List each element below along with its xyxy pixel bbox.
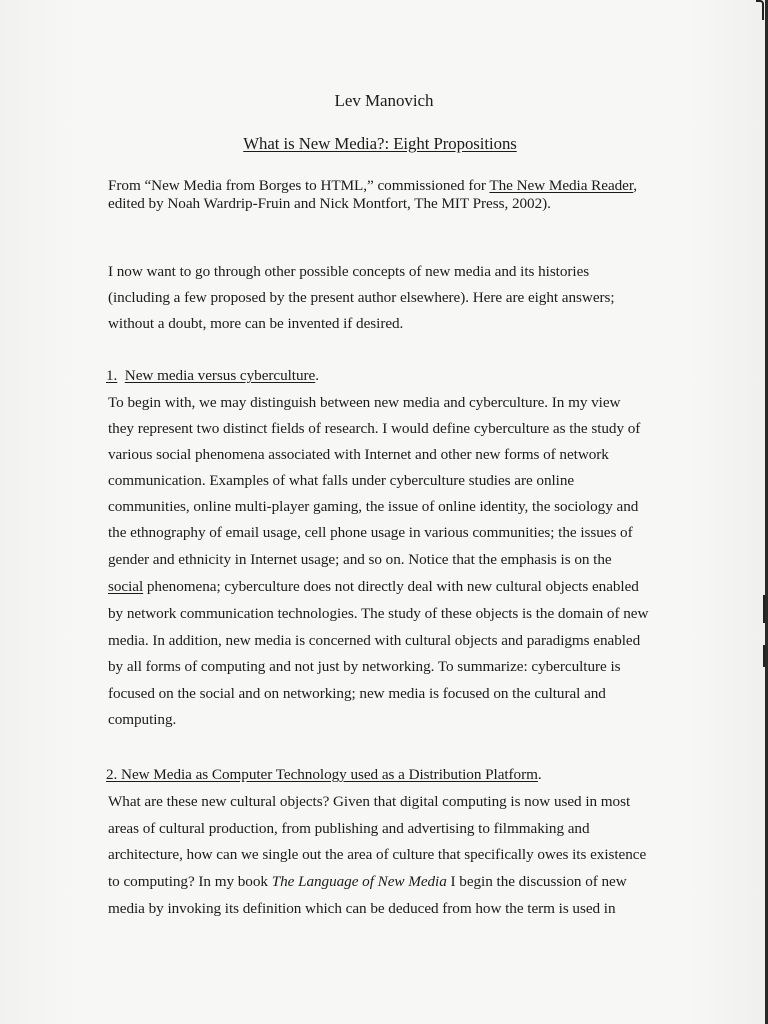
- body-line: the ethnography of email usage, cell phone usage in various communities; the issues of: [108, 524, 633, 541]
- book-title: The Language of New Media: [271, 873, 447, 890]
- body-line: architecture, how can we single out the area of culture that specifically owes its existence: [108, 846, 647, 863]
- intro-line: without a doubt, more can be invented if desired.: [108, 315, 404, 332]
- section-1-heading: [106, 367, 319, 385]
- body-line: media by invoking its definition which can be deduced from how the term is used in: [108, 900, 616, 917]
- section-1-number: 1.: [106, 367, 118, 384]
- source-line-1: [108, 177, 637, 195]
- heading-punctuation: .: [315, 367, 319, 384]
- source-text: From “New Media from Borges to HTML,” commissioned for: [108, 177, 490, 194]
- body-line: computing.: [108, 711, 177, 728]
- author-name: Lev Manovich: [334, 91, 434, 110]
- body-line: they represent two distinct fields of research. I would define cyberculture as the study of: [108, 420, 641, 437]
- body-line: by all forms of computing and not just by networking. To summarize: cyberculture is: [108, 658, 621, 675]
- body-line: by network communication technologies. The study of these objects is the domain of new: [108, 605, 649, 622]
- source-line-2: edited by Noah Wardrip-Fruin and Nick Montfort, The MIT Press, 2002).: [108, 195, 551, 212]
- body-line: [108, 873, 627, 891]
- body-line: communities, online multi-player gaming, the issue of online identity, the sociology and: [108, 498, 639, 515]
- body-line: media. In addition, new media is concerned with cultural objects and paradigms enabled: [108, 632, 641, 649]
- section-2-heading: [106, 766, 542, 784]
- book-reference-link[interactable]: The New Media Reader: [489, 177, 634, 194]
- body-text: phenomena; cyberculture does not directly deal with new cultural objects enabled: [143, 578, 639, 595]
- body-line: communication. Examples of what falls under cyberculture studies are online: [108, 472, 575, 489]
- body-line: various social phenomena associated with Internet and other new forms of network: [108, 446, 609, 463]
- section-1-title: New media versus cyberculture: [124, 367, 316, 384]
- emphasized-word: social: [108, 578, 144, 595]
- intro-line: I now want to go through other possible concepts of new media and its histories: [108, 263, 590, 280]
- heading-punctuation: .: [537, 766, 542, 783]
- scan-edge-tick: [763, 595, 765, 623]
- scan-edge-tick: [763, 645, 765, 667]
- section-2-title: 2. New Media as Computer Technology used as a Distribution Platform: [106, 766, 538, 783]
- body-line: To begin with, we may distinguish between new media and cyberculture. In my view: [108, 394, 621, 411]
- body-text: I begin the discussion of new: [446, 873, 627, 890]
- scan-edge-mark: [756, 0, 764, 20]
- body-line: gender and ethnicity in Internet usage; and so on. Notice that the emphasis is on the: [108, 551, 612, 568]
- intro-line: (including a few proposed by the present author elsewhere). Here are eight answers;: [108, 289, 615, 306]
- body-line: What are these new cultural objects? Given that digital computing is now used in most: [108, 793, 631, 810]
- document-title: What is New Media?: Eight Propositions: [243, 134, 517, 153]
- body-line: focused on the social and on networking; new media is focused on the cultural and: [108, 685, 606, 702]
- body-line: [108, 578, 639, 596]
- source-punctuation: ,: [633, 177, 638, 194]
- body-text: to computing? In my book: [108, 873, 272, 890]
- body-line: areas of cultural production, from publishing and advertising to filmmaking and: [108, 820, 590, 837]
